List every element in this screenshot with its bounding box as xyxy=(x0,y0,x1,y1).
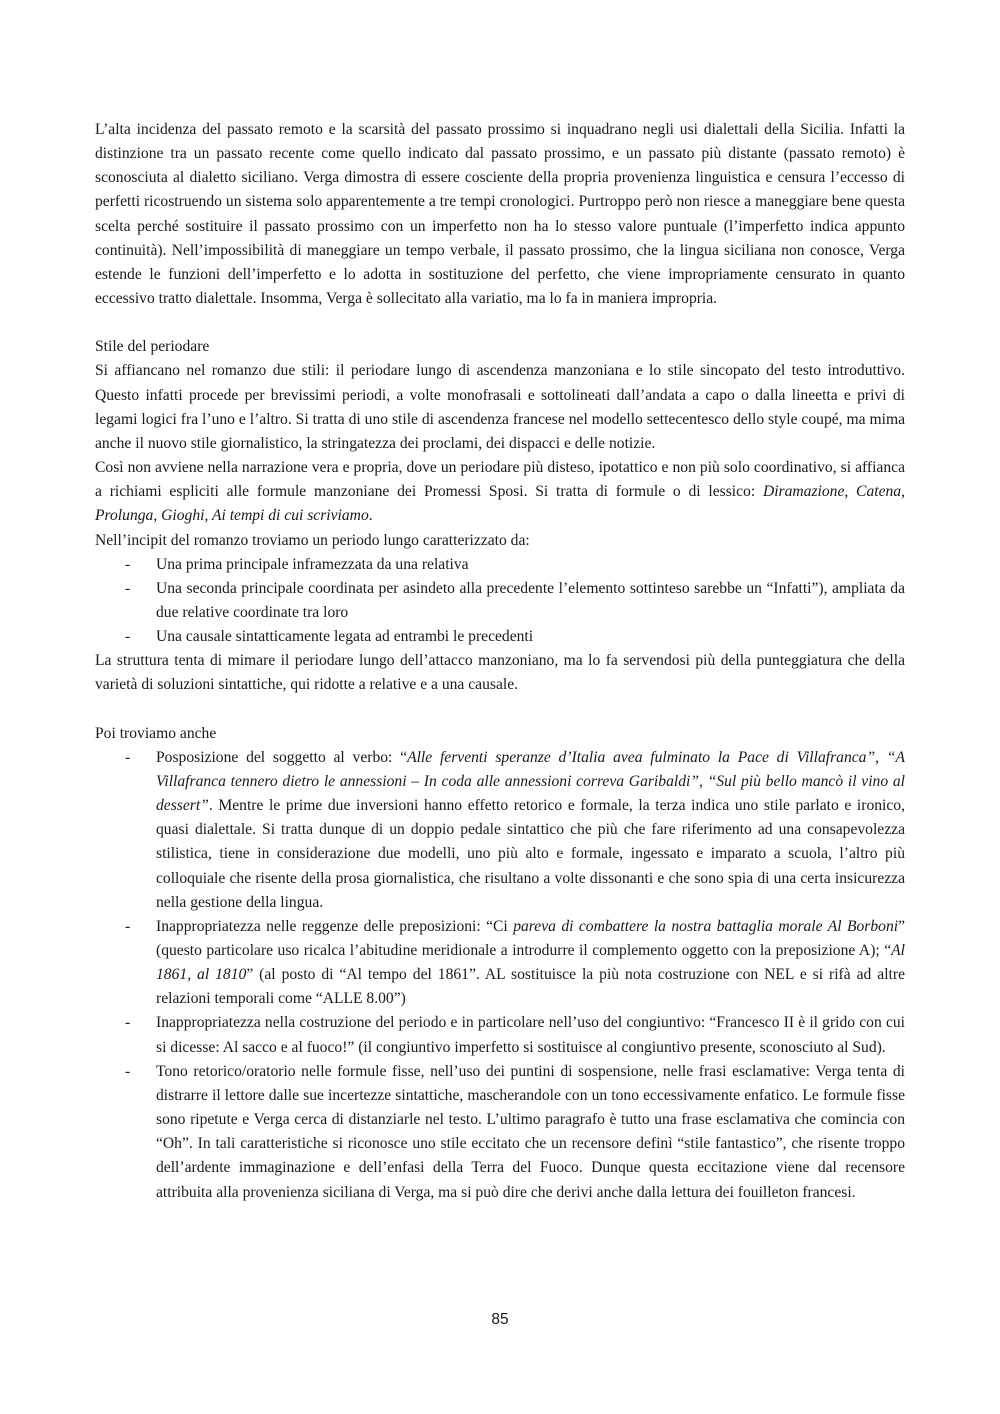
spacer xyxy=(95,698,905,722)
item-text: ” (al posto di “Al tempo del 1861”. AL sostituisce la più nota costruzione con NEL e si rifà ad altre relazioni temporali come “ALLE 8.00”) xyxy=(156,966,905,1008)
list-item-tono-retorico: - Tono retorico/oratorio nelle formule fisse, nell’uso dei puntini di sospensione, nelle frasi esclamative: Verga tenta di distrarre il lettore dalle sue incertezze sintattiche, mascherandole con un tono eccessivamente enfatico. Le formule fisse sono ripetute e Verga cerca di distanziarle nel testo. L’ultimo paragrafo è tutto una frase esclamativa che comincia con “Oh”. In tali caratteristiche si riconosce uno stile eccitato che un recensore definì “stile fantastico”, che risente troppo dell’ardente immaginazione e dell’enfasi della Terra del Fuoco. Dunque questa eccitazione viene dal recensore attribuita alla provenienza siciliana di Verga, ma si può dire che derivi anche dalla lettura dei fouilleton francesi. xyxy=(95,1060,905,1205)
item-text: Inappropriatezza nelle reggenze delle preposizioni: “Ci xyxy=(156,917,514,935)
section-heading-stile: Stile del periodare xyxy=(95,338,210,356)
features-list xyxy=(95,746,905,1205)
list-item: - Una seconda principale coordinata per asindeto alla precedente l’elemento sottinteso sarebbe un “Infatti”), ampliata da due relative coordinate tra loro xyxy=(95,577,905,625)
paragraph-due-stili: Si affiancano nel romanzo due stili: il periodare lungo di ascendenza manzoniana e lo stile sincopato del testo introduttivo. Questo infatti procede per brevissimi periodi, a volte monofrasali e sottolineati dall’andata a capo o dalla lineetta e privi di legami logici fra l’uno e l’altro. Si tratta di uno stile di ascendenza francese nel modello settecentesco dello style coupé, ma mima anche il nuovo stile giornalistico, la stringatezza dei proclami, dei dispacci e delle notizie. xyxy=(95,362,905,452)
list-item: - Una causale sintatticamente legata ad entrambi le precedenti xyxy=(95,625,905,649)
list-item-posposizione xyxy=(95,746,905,915)
section-heading-poi: Poi troviamo anche xyxy=(95,724,217,742)
item-text: ” (questo particolare uso ricalca l’abitudine meridionale a introdurre il complemento oggetto con la preposizione A); “ xyxy=(156,917,905,959)
paragraph-struttura: La struttura tenta di mimare il periodare lungo dell’attacco manzoniano, ma lo fa servendosi più della punteggiatura che della varietà di soluzioni sintattiche, qui ridotte a relative e a una causale. xyxy=(95,652,905,694)
paragraph-incipit: Nell’incipit del romanzo troviamo un periodo lungo caratterizzato da: xyxy=(95,531,530,549)
paragraph-narrazione-text: Così non avviene nella narrazione vera e propria, dove un periodare più disteso, ipotattico e non più solo coordinativo, si affianca a richiami espliciti alle formule manzoniane dei Promessi Sposi. Si tratta di formule o di lessico: xyxy=(95,459,905,501)
page-body xyxy=(95,118,905,1205)
list-item: - Una prima principale inframezzata da una relativa xyxy=(95,553,905,577)
paragraph-narrazione-end: . xyxy=(368,507,373,525)
paragraph-tempi-verbali: L’alta incidenza del passato remoto e la scarsità del passato prossimo si inquadrano negli usi dialettali della Sicilia. Infatti la distinzione tra un passato recente come quello indicato dal passato prossimo, e un passato più distante (passato remoto) è sconosciuta al dialetto siciliano. Verga dimostra di essere cosciente della propria provenienza linguistica e censura l’eccesso di perfetti ricostruendo un sistema solo apparentemente a tre tempi cronologici. Purtroppo però non riesce a maneggiare bene questa scelta perché sostituire il passato prossimo con un imperfetto non ha lo stesso valore puntuale (l’imperfetto indica appunto continuità). Nell’impossibilità di maneggiare un tempo verbale, il passato prossimo, che la lingua siciliana non conosce, Verga estende le funzioni dell’imperfetto e lo adotta in sostituzione del perfetto, che viene impropriamente censurato in quanto eccessivo tratto dialettale. Insomma, Verga è sollecitato alla variatio, ma lo fa in maniera impropria. xyxy=(95,121,905,308)
page-number: 85 xyxy=(491,1311,509,1328)
item-quote-italic: Alle ferventi speranze d’Italia avea fulminato la Pace di Villafranca”, “A Villafranca tennero dietro le annessioni – In coda alle annessioni correva Garibaldi”, “Sul più bello mancò il vino al dessert” xyxy=(156,748,905,815)
item-quote-italic: Al 1861, al 1810 xyxy=(156,942,905,984)
list-item-reggenze xyxy=(95,915,905,1012)
spacer xyxy=(95,311,905,335)
item-text: . Mentre le prime due inversioni hanno effetto retorico e formale, la terza indica uno stile parlato e ironico, quasi dialettale. Si tratta dunque di un doppio pedale sintattico che più che fare riferimento ad una consapevolezza stilistica, tiene in considerazione due modelli, uno più alto e formale, ingessato e imparato a scuola, l’altro più colloquiale che risente della prosa giornalistica, che risultano a volte dissonanti e che sono spia di una certa insicurezza nella gestione della lingua. xyxy=(156,797,905,911)
paragraph-narrazione xyxy=(95,456,905,528)
list-item-congiuntivo: - Inappropriatezza nella costruzione del periodo e in particolare nell’uso del congiuntivo: “Francesco II è il grido con cui si dicesse: Al sacco e al fuoco!” (il congiuntivo imperfetto si sostituisce al congiuntivo presente, sconosciuto al Sud). xyxy=(95,1011,905,1059)
item-quote-italic: pareva di combattere la nostra battaglia morale Al Borboni xyxy=(513,917,899,935)
paragraph-narrazione-italic: Diramazione, Catena, Prolunga, Gioghi, Ai tempi di cui scriviamo xyxy=(95,483,905,525)
item-text: Posposizione del soggetto al verbo: “ xyxy=(156,748,408,766)
incipit-list xyxy=(95,553,905,650)
